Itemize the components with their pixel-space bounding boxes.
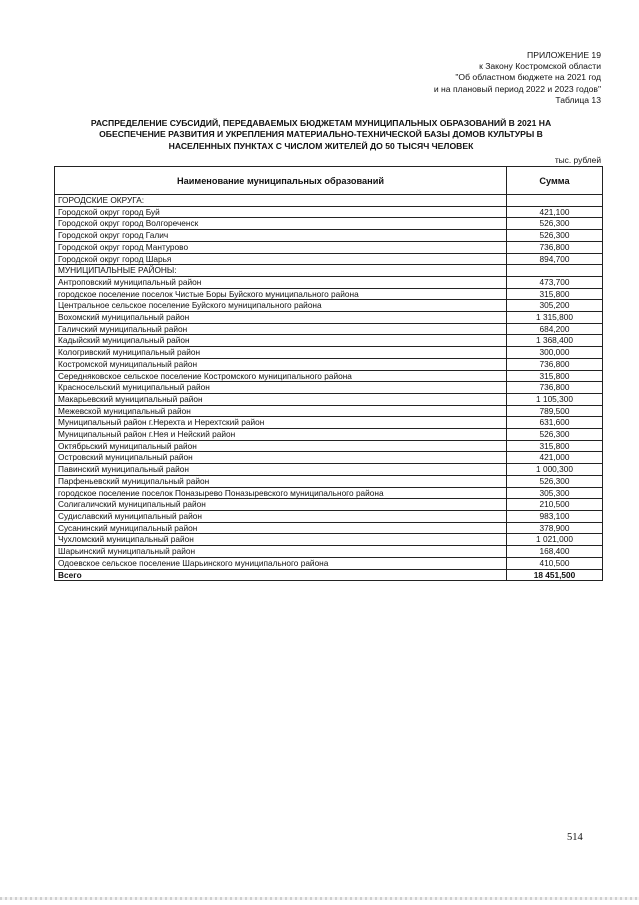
- municipality-name-cell: Октябрьский муниципальный район: [55, 440, 507, 452]
- table-row: [55, 557, 603, 569]
- municipality-name-cell: Городской округ город Буй: [55, 206, 507, 218]
- sum-cell: 473,700: [507, 276, 603, 288]
- title-line: РАСПРЕДЕЛЕНИЕ СУБСИДИЙ, ПЕРЕДАВАЕМЫХ БЮДЖЕТАМ МУНИЦИПАЛЬНЫХ ОБРАЗОВАНИЙ В 2021 НА: [90, 118, 552, 128]
- table-row: [55, 358, 603, 370]
- sum-cell: 1 021,000: [507, 534, 603, 546]
- table-row: [55, 230, 603, 242]
- municipality-name-cell: Городской округ город Мантурово: [55, 241, 507, 253]
- sum-cell: 1 000,300: [507, 464, 603, 476]
- table-row: [55, 241, 603, 253]
- municipality-name-cell: Павинский муниципальный район: [55, 464, 507, 476]
- sum-cell: 305,300: [507, 487, 603, 499]
- sum-cell: 168,400: [507, 546, 603, 558]
- sum-cell: 526,300: [507, 218, 603, 230]
- table-row: [55, 370, 603, 382]
- sum-cell: 315,800: [507, 370, 603, 382]
- sum-cell: 410,500: [507, 557, 603, 569]
- table-row: [55, 253, 603, 265]
- municipality-name-cell: Костромской муниципальный район: [55, 358, 507, 370]
- municipality-name-cell: Солигаличский муниципальный район: [55, 499, 507, 511]
- table-row: [55, 546, 603, 558]
- sum-cell: 1 315,800: [507, 312, 603, 324]
- municipality-name-cell: Центральное сельское поселение Буйского муниципального района: [55, 300, 507, 312]
- title-line: ОБЕСПЕЧЕНИЕ РАЗВИТИЯ И УКРЕПЛЕНИЯ МАТЕРИАЛЬНО-ТЕХНИЧЕСКОЙ БАЗЫ ДОМОВ КУЛЬТУРЫ В: [99, 129, 543, 140]
- sum-cell: 1 105,300: [507, 393, 603, 405]
- municipality-name-cell: Одоевское сельское поселение Шарьинского муниципального района: [55, 557, 507, 569]
- sum-cell: 210,500: [507, 499, 603, 511]
- sum-cell: 736,800: [507, 358, 603, 370]
- municipality-name-cell: ГОРОДСКИЕ ОКРУГА:: [55, 195, 507, 207]
- sum-cell: 1 368,400: [507, 335, 603, 347]
- table-row: [55, 499, 603, 511]
- table-row: [55, 323, 603, 335]
- title-line: НАСЕЛЕННЫХ ПУНКТАХ С ЧИСЛОМ ЖИТЕЛЕЙ ДО 50 ТЫСЯЧ ЧЕЛОВЕК: [168, 140, 474, 151]
- municipality-name-cell: Чухломский муниципальный район: [55, 534, 507, 546]
- table-row: [55, 206, 603, 218]
- sum-cell: 300,000: [507, 347, 603, 359]
- sum-cell: 736,800: [507, 241, 603, 253]
- municipality-name-cell: Антроповский муниципальный район: [55, 276, 507, 288]
- table-row: [55, 382, 603, 394]
- scan-edge: [0, 897, 639, 900]
- municipality-name-cell: Судиславский муниципальный район: [55, 510, 507, 522]
- table-header-row: [55, 167, 603, 195]
- sum-cell: 378,900: [507, 522, 603, 534]
- page-number: 514: [567, 832, 583, 843]
- municipality-name-cell: Городской округ город Галич: [55, 230, 507, 242]
- table-row: [55, 464, 603, 476]
- sum-cell: 526,300: [507, 475, 603, 487]
- sum-cell: 305,200: [507, 300, 603, 312]
- municipality-name-cell: городское поселение поселок Чистые Боры Буйского муниципального района: [55, 288, 507, 300]
- table-row: [55, 522, 603, 534]
- table-row: [55, 534, 603, 546]
- municipality-name-cell: Вохомский муниципальный район: [55, 312, 507, 324]
- appendix-block: [434, 50, 601, 106]
- sum-cell: 526,300: [507, 429, 603, 441]
- table-row: [55, 347, 603, 359]
- sum-cell: 526,300: [507, 230, 603, 242]
- municipality-name-cell: Кологривский муниципальный район: [55, 347, 507, 359]
- municipality-name-cell: Кадыйский муниципальный район: [55, 335, 507, 347]
- table-row: [55, 487, 603, 499]
- table-row: [55, 405, 603, 417]
- table-row: [55, 440, 603, 452]
- sum-cell: 315,800: [507, 440, 603, 452]
- appendix-line: Таблица 13: [555, 94, 601, 105]
- table-row: [55, 417, 603, 429]
- sum-cell: 631,600: [507, 417, 603, 429]
- sum-cell: 421,100: [507, 206, 603, 218]
- document-title: [50, 118, 592, 152]
- table-row: [55, 393, 603, 405]
- sum-cell: 789,500: [507, 405, 603, 417]
- municipality-name-cell: Городской округ город Шарья: [55, 253, 507, 265]
- appendix-line: ПРИЛОЖЕНИЕ 19: [527, 50, 601, 60]
- sum-cell: [507, 195, 603, 207]
- sum-cell: 736,800: [507, 382, 603, 394]
- municipality-name-cell: Шарьинский муниципальный район: [55, 546, 507, 558]
- municipality-name-cell: Муниципальный район г.Нерехта и Нерехтский район: [55, 417, 507, 429]
- sum-cell: 18 451,500: [507, 569, 603, 581]
- table-group-row: [55, 195, 603, 207]
- sum-cell: 894,700: [507, 253, 603, 265]
- municipality-name-cell: Городской округ город Волгореченск: [55, 218, 507, 230]
- units-label: тыс. рублей: [554, 155, 601, 165]
- sum-cell: 983,100: [507, 510, 603, 522]
- municipality-name-cell: Середняковское сельское поселение Костромского муниципального района: [55, 370, 507, 382]
- table-row: [55, 312, 603, 324]
- table-row: [55, 218, 603, 230]
- municipality-name-cell: Парфеньевский муниципальный район: [55, 475, 507, 487]
- municipality-name-cell: МУНИЦИПАЛЬНЫЕ РАЙОНЫ:: [55, 265, 507, 277]
- table-row: [55, 300, 603, 312]
- subsidy-table: [54, 166, 603, 581]
- municipality-name-cell: Межевской муниципальный район: [55, 405, 507, 417]
- table-row: [55, 335, 603, 347]
- table-row: [55, 452, 603, 464]
- municipality-name-cell: Красносельский муниципальный район: [55, 382, 507, 394]
- table-group-row: [55, 265, 603, 277]
- appendix-line: к Закону Костромской области: [479, 61, 601, 72]
- table-body: [55, 195, 603, 581]
- sum-cell: 684,200: [507, 323, 603, 335]
- sum-cell: 315,800: [507, 288, 603, 300]
- municipality-name-cell: городское поселение поселок Поназырево Поназыревского муниципального района: [55, 487, 507, 499]
- municipality-name-cell: Галичский муниципальный район: [55, 323, 507, 335]
- municipality-name-cell: Всего: [55, 569, 507, 581]
- sum-cell: 421,000: [507, 452, 603, 464]
- municipality-name-cell: Муниципальный район г.Нея и Нейский район: [55, 429, 507, 441]
- municipality-name-cell: Сусанинский муниципальный район: [55, 522, 507, 534]
- table-row: [55, 510, 603, 522]
- table-row: [55, 288, 603, 300]
- appendix-line: "Об областном бюджете на 2021 год: [455, 72, 601, 83]
- column-header-name: Наименование муниципальных образований: [55, 167, 507, 195]
- table-row: [55, 276, 603, 288]
- column-header-sum: Сумма: [507, 167, 603, 195]
- municipality-name-cell: Островский муниципальный район: [55, 452, 507, 464]
- table-row: [55, 475, 603, 487]
- table-total-row: [55, 569, 603, 581]
- sum-cell: [507, 265, 603, 277]
- appendix-line: и на плановый период 2022 и 2023 годов": [433, 83, 601, 94]
- table-row: [55, 429, 603, 441]
- municipality-name-cell: Макарьевский муниципальный район: [55, 393, 507, 405]
